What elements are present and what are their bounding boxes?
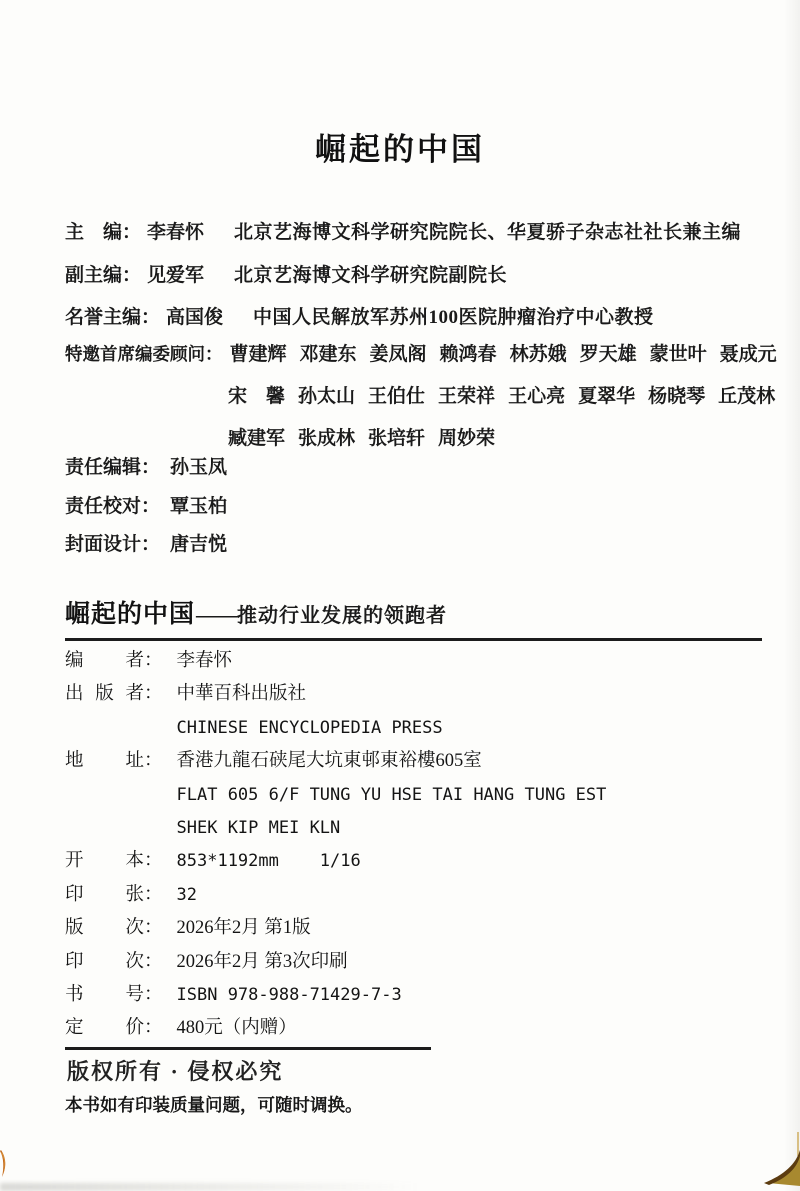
deputy-editor-label: 副主编：	[65, 264, 142, 286]
proofreader-label: 责任校对：	[65, 495, 161, 517]
honorary-editor-name: 高国俊	[166, 307, 224, 328]
scan-smudge-bottom	[0, 1183, 420, 1191]
colophon-row-publisher	[65, 678, 780, 711]
responsible-editor-row	[65, 449, 227, 488]
page-edge-shadow	[784, 0, 800, 1191]
colophon-row-sheets	[65, 879, 780, 912]
advisor-name: 林苏娥	[509, 344, 567, 365]
advisors-block	[65, 339, 780, 465]
proofreader-row	[65, 488, 227, 527]
colophon-label: 开本	[65, 851, 144, 872]
colophon-row-printing	[65, 946, 780, 979]
deputy-editor-desc: 北京艺海博文科学研究院副院长	[234, 264, 508, 286]
advisor-name: 夏翠华	[578, 386, 636, 407]
advisor-name: 孙太山	[298, 386, 356, 407]
advisor-name: 曹建辉	[229, 344, 287, 365]
colophon-label: 印张	[65, 884, 144, 905]
colon: ：	[144, 951, 163, 972]
staff-block	[65, 449, 227, 565]
advisor-name: 邓建东	[299, 344, 357, 365]
footer-divider-rule	[65, 1047, 431, 1050]
colon: ：	[144, 984, 163, 1005]
honorary-editor-label: 名誉主编：	[65, 307, 161, 328]
colophon-row-publisher-en	[65, 712, 780, 745]
advisor-name: 聂成元	[719, 344, 777, 365]
colophon-value: 480元（内赠）	[176, 1018, 297, 1039]
book-title: 崛起的中国	[315, 132, 485, 167]
colon: ：	[144, 851, 163, 872]
colophon-value: CHINESE ENCYCLOPEDIA PRESS	[176, 717, 443, 738]
honorary-editor-desc: 中国人民解放军苏州100医院肿瘤治疗中心教授	[253, 307, 654, 328]
colophon-row-edition	[65, 912, 780, 945]
chief-editor-row	[65, 212, 775, 255]
advisor-name: 王荣祥	[438, 386, 496, 407]
colophon-value: 中華百科出版社	[176, 684, 307, 705]
colon: ：	[144, 1018, 163, 1039]
series-title: 崛起的中国	[65, 600, 196, 628]
colon: ：	[144, 684, 163, 705]
advisor-name: 杨晓琴	[648, 386, 706, 407]
chief-editor-desc: 北京艺海博文科学研究院院长、华夏骄子杂志社社长兼主编	[234, 222, 742, 243]
advisor-name: 王心亮	[508, 386, 566, 407]
quality-exchange-note: 本书如有印装质量问题，可随时调换。	[65, 1095, 363, 1115]
colophon-label: 书号	[65, 984, 144, 1005]
deputy-editor-row	[65, 255, 775, 298]
colophon-value: 李春怀	[176, 651, 233, 671]
colophon-label: 版次	[65, 918, 144, 939]
colophon-row-format	[65, 845, 780, 878]
advisor-name: 姜凤阁	[369, 344, 427, 365]
colophon-value: ISBN 978-988-71429-7-3	[176, 984, 402, 1005]
advisor-name: 罗天雄	[579, 344, 637, 365]
colon: ：	[144, 884, 163, 905]
advisor-name: 蒙世叶	[649, 344, 707, 365]
colophon-label: 定价	[65, 1018, 144, 1039]
responsible-editor-name: 孙玉凤	[170, 457, 228, 478]
series-title-header	[65, 594, 762, 641]
colon: ：	[144, 751, 163, 772]
advisor-name: 周妙荣	[438, 428, 496, 449]
colophon-row-isbn	[65, 979, 780, 1012]
proofreader-name: 覃玉柏	[170, 495, 228, 517]
advisors-label: 特邀首席编委顾问：	[65, 344, 223, 364]
colophon-row-address	[65, 745, 780, 778]
colophon-label: 编者	[65, 651, 144, 671]
colophon-row-price	[65, 1012, 780, 1045]
colophon-value: 853*1192mm 1/16	[176, 851, 361, 872]
cover-designer-label: 封面设计：	[65, 534, 161, 555]
colophon-row-address-en-2	[65, 812, 780, 845]
chief-editor-name: 李春怀	[147, 222, 205, 243]
scan-artifact-bottom-left	[0, 1150, 10, 1183]
colon: ：	[144, 651, 163, 671]
series-subtitle: 推动行业发展的领跑者	[237, 605, 448, 627]
responsible-editor-label: 责任编辑：	[65, 457, 161, 478]
advisor-name: 臧建军	[228, 428, 286, 449]
advisors-row-2	[65, 381, 780, 423]
advisor-name: 王伯仕	[368, 386, 426, 407]
advisor-name: 丘茂林	[718, 386, 776, 407]
colophon-value: FLAT 605 6/F TUNG YU HSE TAI HANG TUNG EST	[176, 784, 607, 805]
colophon-label: 印次	[65, 951, 144, 972]
advisor-name: 赖鸿春	[439, 344, 497, 365]
copyright-notice: 版权所有 · 侵权必究	[67, 1059, 284, 1084]
colophon-value: SHEK KIP MEI KLN	[176, 817, 341, 838]
cover-designer-row	[65, 526, 227, 565]
colon: ：	[144, 918, 163, 939]
colophon-label: 地址	[65, 751, 144, 772]
deputy-editor-name: 见爱军	[147, 264, 205, 286]
colophon-value: 2026年2月 第3次印刷	[176, 951, 348, 972]
chief-editor-label: 主 编：	[65, 222, 142, 243]
cover-designer-name: 唐吉悦	[170, 534, 228, 555]
colophon-value: 2026年2月 第1版	[176, 918, 311, 939]
advisor-name: 宋 馨	[228, 386, 286, 407]
colophon-label: 出版者	[65, 684, 144, 705]
advisors-row-1	[65, 339, 780, 381]
credits-block	[65, 212, 775, 340]
honorary-editor-row	[65, 297, 775, 340]
colophon-value: 香港九龍石硖尾大坑東邨東裕樓605室	[176, 751, 482, 772]
advisor-name: 张培轩	[368, 428, 426, 449]
colophon-table	[65, 645, 780, 1046]
colophon-row-address-en-1	[65, 779, 780, 812]
colophon-value: 32	[176, 884, 197, 905]
colophon-row-editor	[65, 645, 780, 678]
advisor-name: 张成林	[298, 428, 356, 449]
series-title-dash: ——	[196, 602, 237, 627]
